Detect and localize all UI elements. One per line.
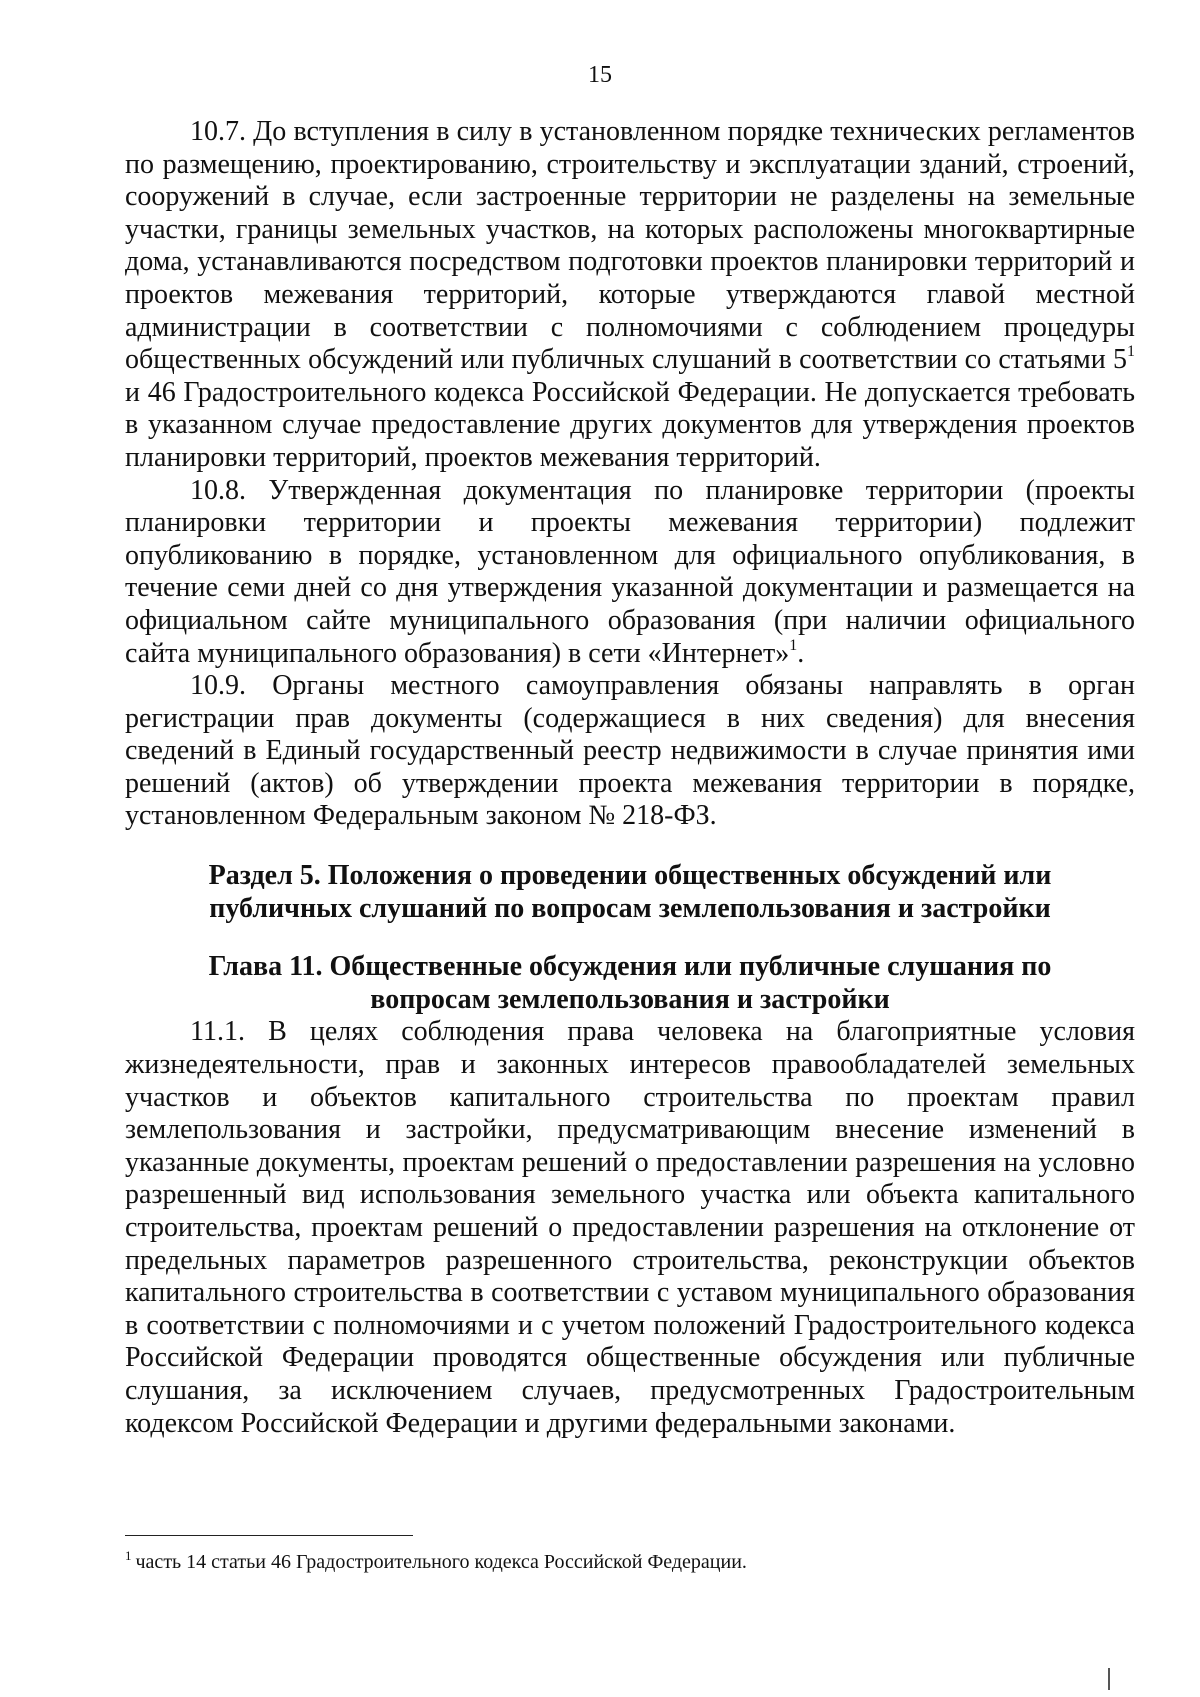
paragraph-10-7 [125, 116, 1135, 475]
section-heading-line-1: Раздел 5. Положения о проведении общественных обсуждений или [208, 860, 1052, 892]
paragraph-10-8-ending: . [797, 637, 805, 669]
chapter-heading-line-2: вопросам землепользования и застройки [370, 983, 890, 1015]
paragraph-10-7-text: 10.7. До вступления в силу в установленном порядке технических регламентов по размещению, проектированию, строительству и эксплуатации зданий, строений, сооружений в случае, если застроенные территории не разделены на земельные участки, границы земельных участков, на которых расположены многоквартирные дома, устанавливаются посредством подготовки проектов планировки территорий и проектов межевания территорий, которые утверждаются главой местной администрации в соответствии с полномочиями с соблюдением процедуры общественных обсуждений или публичных слушаний в соответствии со статьями 5 [125, 116, 1135, 376]
paragraph-10-9: 10.9. Органы местного самоуправления обязаны направлять в орган регистрации прав документы (содержащиеся в них сведения) для внесения сведений в Единый государственный реестр недвижимости в случае принятия ими решений (актов) об утверждении проекта межевания территории в порядке, установленном Федеральным законом № 218-ФЗ. [125, 670, 1135, 832]
paragraph-10-8 [125, 475, 1135, 671]
paragraph-10-7-text-continued: и 46 Градостроительного кодекса Российской Федерации. Не допускается требовать в указанном случае предоставление других документов для утверждения проектов планировки территорий, проектов межевания территорий. [125, 376, 1135, 473]
section-heading-line-2: публичных слушаний по вопросам землепользования и застройки [209, 892, 1051, 924]
document-body [125, 116, 1135, 1440]
chapter-heading-line-1: Глава 11. Общественные обсуждения или публичные слушания по [208, 951, 1052, 983]
footnote-separator [125, 1535, 413, 1536]
footnote-text: часть 14 статьи 46 Градостроительного кодекса Российской Федерации. [135, 1551, 747, 1573]
section-heading [125, 860, 1135, 925]
paragraph-11-1: 11.1. В целях соблюдения права человека на благоприятные условия жизнедеятельности, прав и законных интересов правообладателей земельных участков и объектов капитального строительства по проектам правил землепользования и застройки, предусматривающим внесение изменений в указанные документы, проектам решений о предоставлении разрешения на условно разрешенный вид использования земельного участка или объекта капитального строительства, проектам решений о предоставлении разрешения на отклонение от предельных параметров разрешенного строительства, реконструкции объектов капитального строительства в соответствии с уставом муниципального образования в соответствии с полномочиями и с учетом положений Градостроительного кодекса Российской Федерации проводятся общественные обсуждения или публичные слушания, за исключением случаев, предусмотренных Градостроительным кодексом Российской Федерации и другими федеральными законами. [125, 1016, 1135, 1439]
scan-artifact-mark [1108, 1668, 1110, 1690]
page-number: 15 [588, 62, 612, 88]
footnote-marker: 1 [125, 1548, 132, 1563]
paragraph-10-8-text: 10.8. Утвержденная документация по планировке территории (проекты планировки территории и проекты межевания территории) подлежит опубликованию в порядке, установленном для официального опубликования, в течение семи дней со дня утверждения указанной документации и размещается на официальном сайте муниципального образования (при наличии официального сайта муниципального образования) в сети «Интернет» [125, 474, 1135, 669]
footnote-reference: 1 [789, 636, 798, 654]
footnote [125, 1549, 1135, 1575]
chapter-heading [125, 951, 1135, 1016]
superscript-article-number: 1 [1127, 343, 1135, 361]
